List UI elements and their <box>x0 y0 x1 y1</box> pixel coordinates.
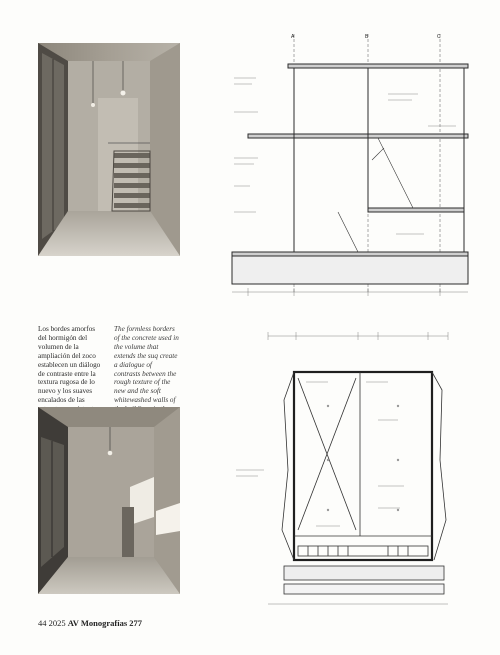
page-number: 44 <box>38 618 47 628</box>
corridor-photo-illustration <box>38 407 180 594</box>
section-linework <box>228 30 480 300</box>
building-section-drawing <box>228 30 480 300</box>
page-footer <box>38 618 142 628</box>
floor-plan-drawing <box>228 320 480 610</box>
publication-name: AV Monografías 277 <box>67 618 143 628</box>
axis-label-c: C <box>437 34 441 40</box>
caption-spanish: Los bordes amorfos del hormigón del volumen de la ampliación del zoco establecen un diálogo de contraste entre la textura rugosa de lo nuevo y los suaves encalados de las <box>38 325 101 405</box>
interior-staircase-photo <box>38 43 180 256</box>
staircase-photo-illustration <box>38 43 180 256</box>
issue-year: 2025 <box>48 618 66 628</box>
interior-corridor-photo <box>38 407 180 594</box>
caption-english: The formless borders of the concrete used in the volume that extends the suq create a dialogue of contrasts between the rough texture of the new and the soft whitewashed walls of <box>114 325 179 405</box>
axis-label-b: B <box>365 34 369 40</box>
axis-label-a: A <box>291 34 295 40</box>
plan-linework <box>228 320 480 610</box>
